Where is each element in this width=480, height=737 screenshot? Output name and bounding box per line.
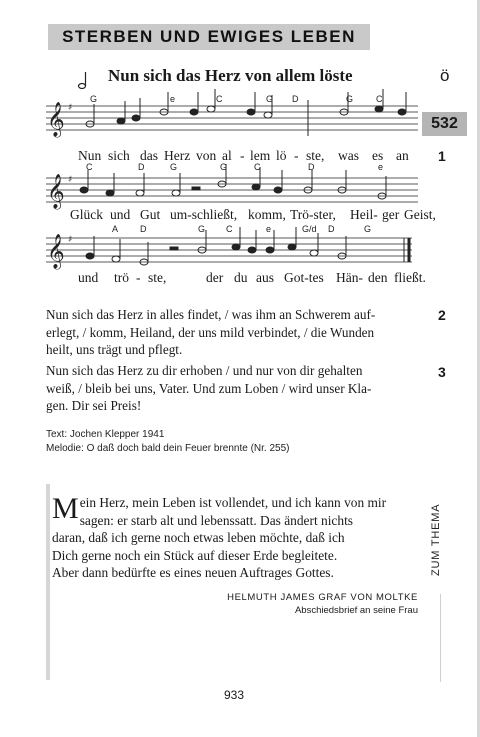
stanza-line: heilt, uns trägt und pflegt. (46, 342, 183, 358)
music-staff-1 (46, 88, 418, 142)
stanza-number-1: 1 (438, 148, 446, 164)
stanza-number-2: 2 (438, 307, 446, 323)
chord-label: G (364, 224, 372, 234)
chord-label: G (220, 162, 228, 172)
song-title: Nun sich das Herz von allem löste (108, 66, 353, 85)
chord-label: D (328, 224, 335, 234)
quote-line: Aber dann bedürfte es eines neuen Auftrages Gottes. (52, 565, 334, 581)
credit-text: Text: Jochen Klepper 1941 (46, 429, 165, 440)
treble-clef-icon: 𝄞 (47, 174, 65, 209)
section-header: STERBEN UND EWIGES LEBEN (48, 24, 370, 50)
chord-label: G (266, 94, 274, 104)
credit-melody: Melodie: O daß doch bald dein Feuer brennte (Nr. 255) (46, 442, 290, 454)
chord-label: C (86, 162, 93, 172)
stanza-line: Nun sich das Herz zu dir erhoben / und nur von dir gehalten (46, 363, 363, 378)
treble-clef-icon: 𝄞 (47, 234, 65, 269)
page-number: 933 (224, 688, 245, 702)
song-credits (46, 428, 289, 455)
sharp-icon: ♯ (68, 103, 73, 113)
treble-clef-icon: 𝄞 (47, 102, 65, 137)
lyrics-line-1: Nun sich das Herz von al - lem lö - ste, was es an (78, 148, 409, 163)
quote-text (52, 494, 420, 582)
music-staff-2 (46, 160, 418, 214)
drop-cap: M (52, 492, 79, 525)
stanza-number-3: 3 (438, 364, 446, 380)
quote-line: sagen: er starb alt und lebenssatt. Das ändert nichts (79, 512, 353, 528)
lyrics-line-2: Glück und Gut um-schließt, komm, Trö-ster, Heil- ger Geist, (70, 207, 436, 222)
chord-label: C (216, 94, 223, 104)
stanza-2 (46, 306, 420, 359)
chord-label: e (378, 162, 384, 172)
side-label: ZUM THEMA (430, 503, 442, 577)
chord-label: D (138, 162, 145, 172)
side-divider (440, 594, 441, 682)
chord-label: D (140, 224, 147, 234)
chord-label: G (170, 162, 178, 172)
quote-author: HELMUTH JAMES GRAF VON MOLTKE (227, 592, 418, 603)
song-mark: ö (440, 66, 450, 85)
sharp-icon: ♯ (68, 235, 73, 245)
chord-label: G (90, 94, 98, 104)
chord-label: D (292, 94, 299, 104)
music-staff-3 (46, 220, 418, 274)
chord-label: e (266, 224, 272, 234)
quote-attribution (227, 592, 418, 616)
chord-label: C (254, 162, 261, 172)
stanza-3 (46, 362, 420, 415)
chord-label: C (226, 224, 233, 234)
stanza-line: gen. Dir sei Preis! (46, 398, 142, 414)
chord-label: G (346, 94, 354, 104)
chord-label: G (198, 224, 206, 234)
quote-line: daran, daß ich gerne noch etwas leben möchte, daß ich (52, 530, 345, 546)
chord-label: C (376, 94, 383, 104)
chord-label: A (112, 224, 119, 234)
stanza-line: Nun sich das Herz in alles findet, / was ihm an Schwerem auf- (46, 307, 376, 322)
chord-label: D (308, 162, 315, 172)
quote-line: ein Herz, mein Leben ist vollendet, und ich kann von mir (79, 495, 387, 510)
chord-label: G/d (302, 224, 317, 234)
song-number-badge: 532 (422, 112, 467, 136)
sharp-icon: ♯ (68, 175, 73, 185)
quote-line: Dich gerne noch ein Stück auf dieser Erde begleitete. (52, 547, 338, 563)
chord-label: e (170, 94, 176, 104)
stanza-line: erlegt, / komm, Heiland, der uns mild verbindet, / die Wunden (46, 324, 375, 340)
stanza-line: weiß, / bleib bei uns, Vater. Und zum Loben / wird unser Kla- (46, 380, 372, 396)
lyrics-line-3: und trö - ste, der du aus Got-tes Hän- den fließt. (78, 270, 426, 285)
quote-source: Abschiedsbrief an seine Frau (294, 605, 418, 616)
